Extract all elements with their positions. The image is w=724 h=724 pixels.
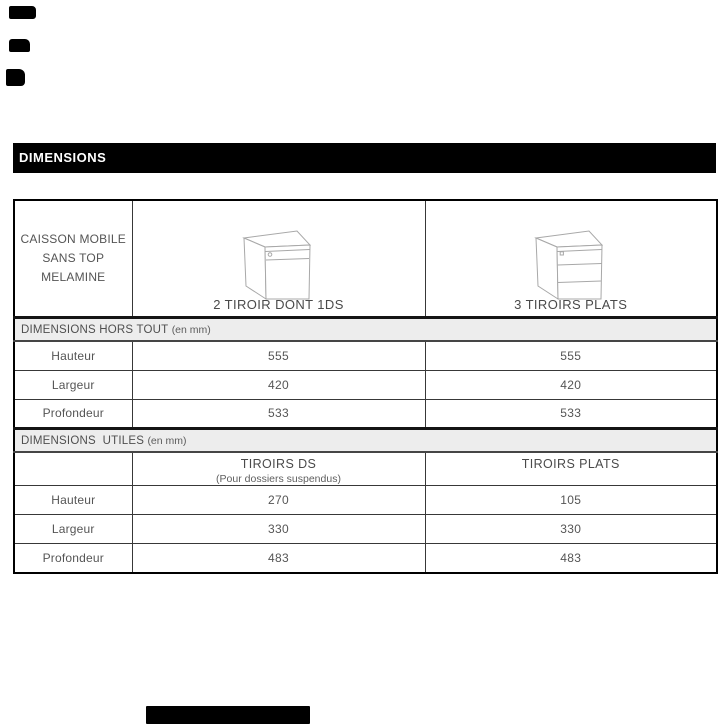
pedestal-2-drawers-icon: [236, 225, 322, 305]
table-row: [14, 486, 717, 515]
row-label: Profondeur: [14, 544, 132, 573]
variant-2-drawer-cell: [132, 200, 425, 317]
section-title: DIMENSIONS: [19, 150, 107, 165]
value-cell: 330: [132, 515, 425, 544]
ink-mark: [6, 69, 25, 86]
value-cell: 105: [425, 486, 717, 515]
value-cell: 270: [132, 486, 425, 515]
value-cell: 420: [132, 370, 425, 399]
value-cell: 483: [132, 544, 425, 573]
value-cell: 420: [425, 370, 717, 399]
pedestal-3-drawers-icon: [528, 225, 614, 305]
section-band-unit: (en mm): [171, 324, 211, 337]
value-cell: 483: [425, 544, 717, 573]
table-row: [14, 399, 717, 428]
section-band-unit: (en mm): [147, 435, 187, 448]
section-band: [14, 428, 717, 452]
section-band-title: DIMENSIONS HORS TOUT: [21, 324, 169, 337]
table-header-row: [14, 200, 717, 317]
row-label: Hauteur: [14, 486, 132, 515]
section-title-bar: [13, 143, 716, 173]
subheader-tiroirs-plats: [425, 452, 717, 486]
subheader-title: TIROIRS DS: [240, 457, 317, 471]
value-cell: 330: [425, 515, 717, 544]
row-label: Largeur: [14, 370, 132, 399]
section-band: [14, 317, 717, 341]
value-cell: 533: [132, 399, 425, 428]
variant-3-drawer-cell: [425, 200, 717, 317]
row-label: Hauteur: [14, 341, 132, 370]
table-row: [14, 544, 717, 573]
product-name-cell: CAISSON MOBILE SANS TOP MELAMINE: [14, 200, 132, 317]
subheader-title: TIROIRS PLATS: [521, 457, 620, 471]
value-cell: 533: [425, 399, 717, 428]
value-cell: 555: [132, 341, 425, 370]
subheader-note: (Pour dossiers suspendus): [216, 472, 341, 485]
value-cell: 555: [425, 341, 717, 370]
subheader-tiroirs-ds: [132, 452, 425, 486]
variant-2-drawer-label: 2 TIROIR DONT 1DS: [213, 296, 344, 312]
section-band-title: DIMENSIONS UTILES: [21, 435, 145, 448]
dimensions-table: [13, 199, 718, 574]
ink-mark: [9, 6, 36, 19]
table-row: [14, 515, 717, 544]
row-label: Largeur: [14, 515, 132, 544]
variant-3-drawer-label: 3 TIROIRS PLATS: [514, 296, 628, 312]
ink-bar-bottom: [146, 706, 310, 724]
table-row: [14, 341, 717, 370]
table-row: [14, 370, 717, 399]
ink-mark: [9, 39, 30, 52]
subheader-row: [14, 452, 717, 486]
empty-cell: [14, 452, 132, 486]
row-label: Profondeur: [14, 399, 132, 428]
